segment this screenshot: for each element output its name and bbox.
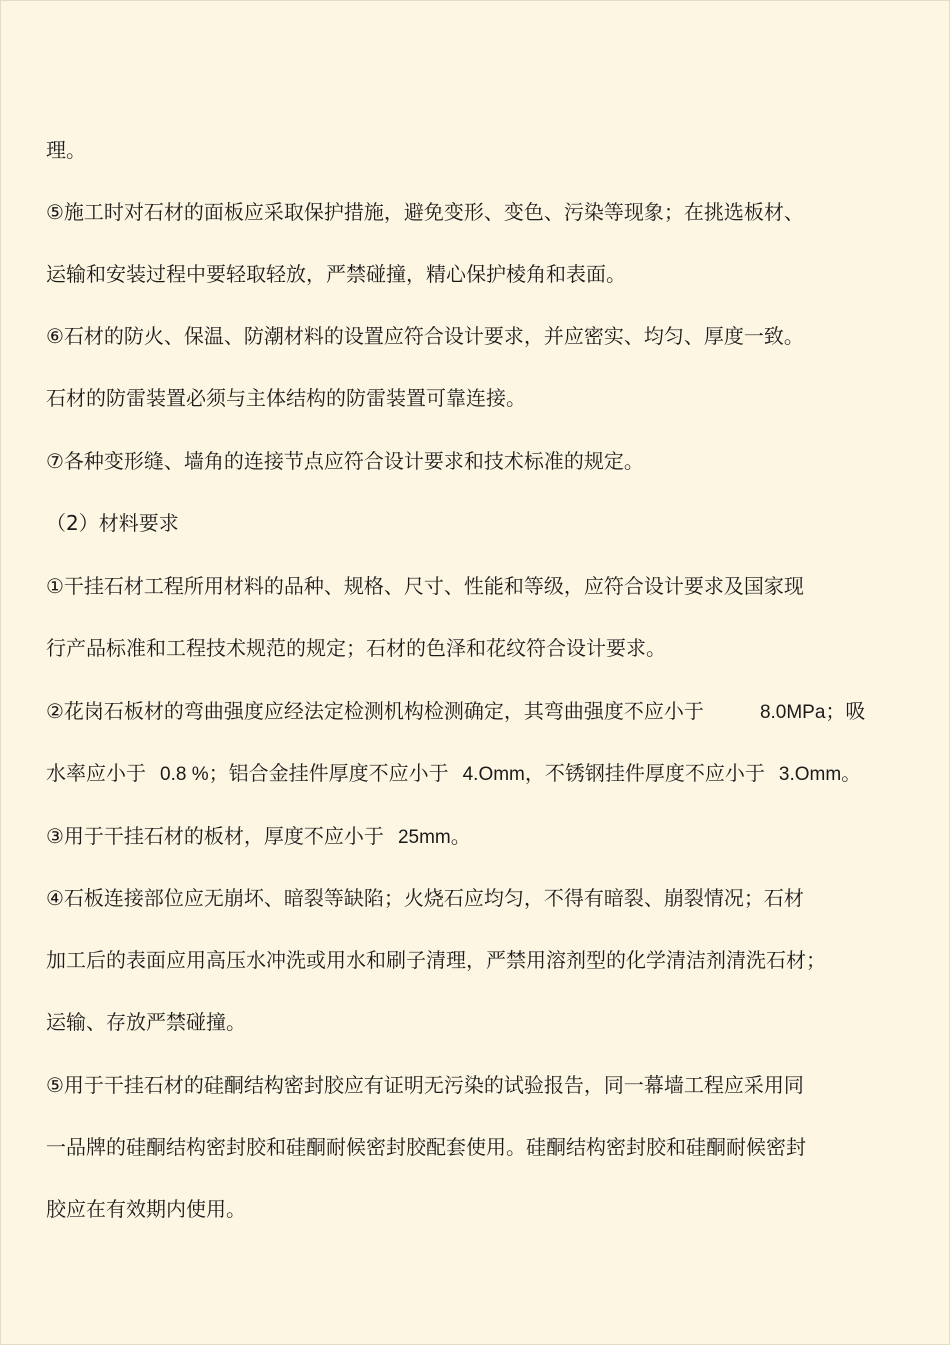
text-line: ⑦各种变形缝、墙角的连接节点应符合设计要求和技术标准的规定。 [46, 449, 644, 473]
text-line: ④石板连接部位应无崩坏、暗裂等缺陷；火烧石应均匀，不得有暗裂、崩裂情况；石材 [46, 886, 804, 910]
line-text: ，不锈钢挂件厚度不应小于 [524, 761, 765, 785]
text-line: 运输、存放严禁碰撞。 [46, 1010, 246, 1034]
strength-value: 8.0MPa [759, 702, 826, 723]
text-line: 运输和安装过程中要轻取轻放，严禁碰撞，精心保护棱角和表面。 [46, 262, 626, 286]
text-line: 行产品标准和工程技术规范的规定；石材的色泽和花纹符合设计要求。 [46, 636, 666, 660]
line-tail: 。 [450, 824, 471, 848]
text-line: 一品牌的硅酮结构密封胶和硅酮耐候密封胶配套使用。硅酮结构密封胶和硅酮耐候密封 [46, 1135, 806, 1159]
plate-thickness-value: 25mm [397, 827, 451, 848]
line-text: ；铝合金挂件厚度不应小于 [208, 761, 449, 785]
steel-thickness-value: 3.Omm [778, 764, 842, 785]
text-line: 理。 [46, 138, 86, 162]
absorption-value: 0.8 % [160, 764, 209, 785]
line-tail: 。 [841, 761, 862, 785]
text-line: 石材的防雷装置必须与主体结构的防雷装置可靠连接。 [46, 386, 526, 410]
text-line: ⑤用于干挂石材的硅酮结构密封胶应有证明无污染的试验报告，同一幕墙工程应采用同 [46, 1073, 804, 1097]
text-line: ⑤施工时对石材的面板应采取保护措施，避免变形、变色、污染等现象；在挑选板材、 [46, 200, 804, 224]
line-text: ②花岗石板材的弯曲强度应经法定检测机构检测确定，其弯曲强度不应小于 [46, 699, 704, 723]
text-line: ⑥石材的防火、保温、防潮材料的设置应符合设计要求，并应密实、均匀、厚度一致。 [46, 324, 804, 348]
text-line: 胶应在有效期内使用。 [46, 1197, 246, 1221]
line-tail: ；吸 [825, 699, 866, 723]
line-text: 水率应小于 [46, 761, 146, 785]
text-line [46, 761, 909, 787]
text-line: ①干挂石材工程所用材料的品种、规格、尺寸、性能和等级，应符合设计要求及国家现 [46, 574, 804, 598]
text-line [46, 824, 909, 850]
section-heading: （2）材料要求 [46, 511, 179, 535]
text-line: 加工后的表面应用高压水冲洗或用水和刷子清理，严禁用溶剂型的化学清洁剂清洗石材； [46, 948, 826, 972]
text-line [46, 699, 909, 725]
line-text: ③用于干挂石材的板材，厚度不应小于 [46, 824, 384, 848]
aluminum-thickness-value: 4.Omm [462, 764, 525, 785]
